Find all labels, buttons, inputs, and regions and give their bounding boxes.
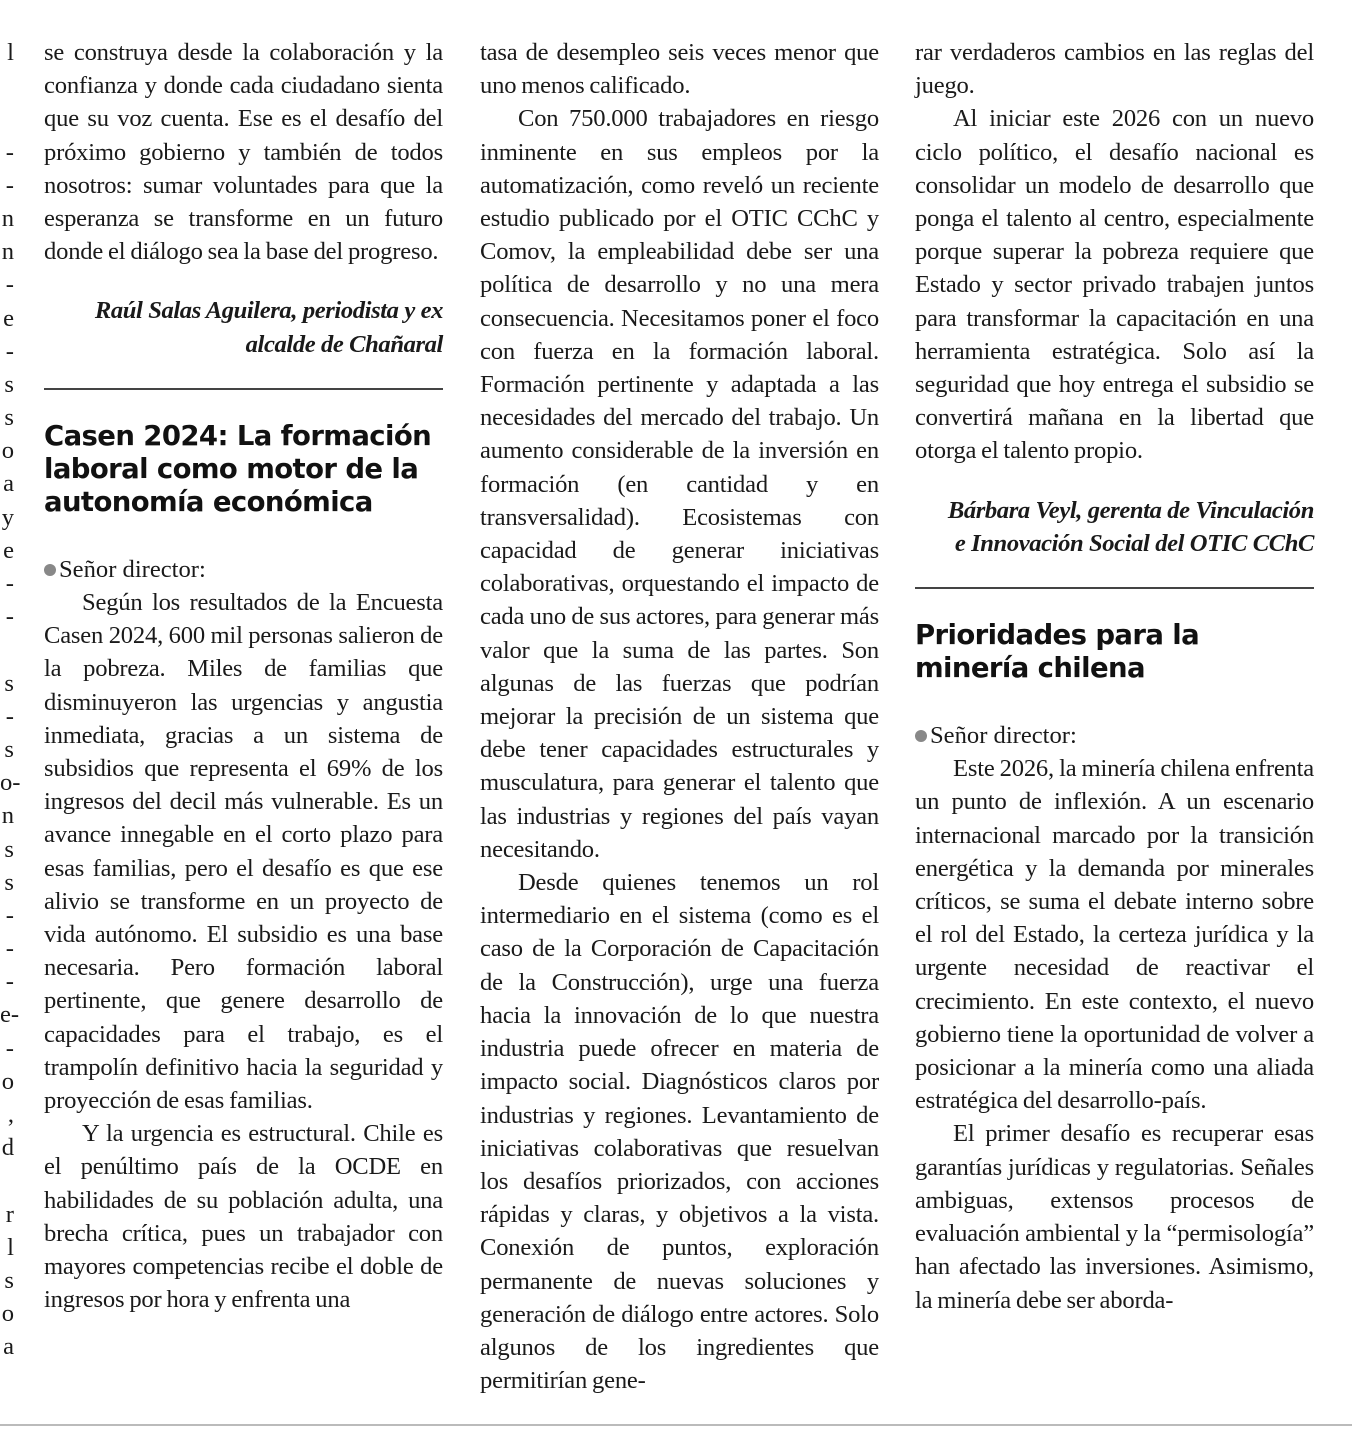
letter2-signature-line1: Bárbara Veyl, gerenta de Vinculación xyxy=(947,496,1314,524)
edge-fragment: l xyxy=(7,1233,14,1261)
edge-fragment: r xyxy=(5,1200,14,1228)
edge-fragment: s xyxy=(4,370,14,398)
col2-paragraph-2: Con 750.000 trabajadores en riesgo inminente en sus empleos por la automatización, como reveló un reciente estudio publicado por el OTIC CChC y Comov, la empleabilidad debe ser una política de desarrollo y no una mera consecuencia. Necesitamos poner el foco con fuerza en la formación laboral. Formación pertinente y adaptada a las necesidades del mercado del trabajo. Un aumento considerable de la inversión en formación (en cantidad y en transversalidad). Ecosistemas con capacidad de generar iniciativas colaborativas, orquestando el impacto de cada uno de sus actores, para generar más valor que la suma de las partes. Son algunas de las fuerzas que podrían mejorar la precisión de un sistema que debe tener capacidades estructurales y musculatura, para generar el talento que las industrias y regiones del país vayan necesitando. xyxy=(480,105,879,863)
edge-fragment: n xyxy=(1,204,14,232)
edge-fragment xyxy=(0,69,14,102)
letter1-signature xyxy=(44,294,443,360)
letter2-paragraph-2: Y la urgencia es estructural. Chile es el penúltimo país de la OCDE en habilidades de su población adulta, una brecha crítica, pues un trabajador con mayores competencias recibe el doble de ingresos por hora y enfrenta una xyxy=(44,1120,443,1314)
letter1-signature-line2: alcalde de Chañaral xyxy=(245,330,443,358)
column-3 xyxy=(915,36,1314,1317)
edge-fragment: - xyxy=(5,138,14,166)
edge-fragment: o xyxy=(1,1300,14,1328)
edge-fragment: - xyxy=(5,603,14,631)
edge-fragment: - xyxy=(5,271,14,299)
letter3-salutation xyxy=(915,719,1314,752)
edge-fragment: - xyxy=(5,337,14,365)
edge-fragment: o xyxy=(1,1067,14,1095)
col3-paragraph-1: rar verdaderos cambios en las reglas del juego. xyxy=(915,39,1314,100)
section-divider xyxy=(44,388,443,390)
letter2-headline: Casen 2024: La formación laboral como motor de la autonomía económica xyxy=(44,419,432,518)
letter2-signature-line2: e Innovación Social del OTIC CChC xyxy=(954,529,1314,557)
edge-fragment: o- xyxy=(0,769,21,797)
bullet-icon xyxy=(915,730,927,742)
column-2 xyxy=(480,36,879,1397)
page-bottom-rule xyxy=(0,1424,1352,1426)
edge-fragment: e xyxy=(3,536,14,564)
col2-paragraph-3: Desde quienes tenemos un rol intermediario en el sistema (como es el caso de la Corporación de Capacitación de la Construcción), urge una fuerza hacia la innovación de lo que nuestra industria puede ofrecer en materia de impacto social. Diagnósticos claros por industrias y regiones. Levantamiento de iniciativas colaborativas que resuelvan los desafíos priorizados, con acciones rápidas y claras, y objetivos a la vista. Conexión de puntos, exploración permanente de nuevas soluciones y generación de diálogo entre actores. Solo algunos de los ingredientes que permitirían gene- xyxy=(480,869,879,1395)
letter1-continuation: se construya desde la colaboración y la confianza y donde cada ciudadano sienta que su voz cuenta. Ese es el desafío del próximo gobierno y también de todos nosotros: sumar voluntades para que la esperanza se transforme en un futuro donde el diálogo sea la base del progreso. xyxy=(44,39,443,266)
edge-fragment: e- xyxy=(0,1001,20,1029)
letter2-paragraph-1: Según los resultados de la Encuesta Casen 2024, 600 mil personas salieron de la pobreza. Miles de familias que disminuyeron las urgencias y angustia inmediata, gracias a un sistema de subsidios que representa el 69% de los ingresos del decil más vulnerable. Es un avance innegable en el corto plazo para esas familias, pero el desafío es que ese alivio se transforme en un proyecto de vida autónomo. El subsidio es una base necesaria. Pero formación laboral pertinente, que genere desarrollo de capacidades para el trabajo, es el trampolín definitivo hacia la seguridad y proyección de esas familias. xyxy=(44,589,443,1115)
edge-fragment: , xyxy=(7,1101,14,1128)
edge-fragment xyxy=(0,1164,14,1197)
letter2-salutation-text: Señor director: xyxy=(59,555,206,583)
edge-fragment xyxy=(0,633,14,666)
letter2-salutation xyxy=(44,553,443,586)
edge-fragment: - xyxy=(5,171,14,199)
edge-fragment: s xyxy=(4,404,14,432)
edge-fragment: - xyxy=(5,1034,14,1062)
edge-fragment: a xyxy=(3,470,14,498)
letter1-signature-line1: Raúl Salas Aguilera, periodista y ex xyxy=(94,297,443,325)
edge-fragment: n xyxy=(1,802,14,830)
edge-fragment: e xyxy=(3,304,14,332)
edge-fragment: d xyxy=(1,1134,14,1162)
section-divider xyxy=(915,587,1314,589)
edge-fragment: s xyxy=(4,735,14,763)
edge-fragment: - xyxy=(5,935,14,963)
edge-fragment: - xyxy=(5,901,14,929)
edge-fragment: a xyxy=(3,1333,14,1361)
letter3-paragraph-1: Este 2026, la minería chilena enfrenta un punto de inflexión. A un escenario internacional marcado por la transición energética y la demanda por minerales críticos, se suma el debate interno sobre el rol del Estado, la certeza jurídica y la urgente necesidad de reactivar el crecimiento. En este contexto, el nuevo gobierno tiene la oportunidad de volver a posicionar a la minería como una aliada estratégica del desarrollo-país. xyxy=(915,755,1314,1115)
left-edge-fragments xyxy=(0,36,21,1364)
edge-fragment: l xyxy=(7,39,14,66)
edge-fragment: o xyxy=(1,437,14,465)
col3-paragraph-2: Al iniciar este 2026 con un nuevo ciclo político, el desafío nacional es consolidar un modelo de desarrollo que ponga el talento al centro, especialmente porque superar la pobreza requiere que Estado y sector privado trabajen juntos para transformar la capacitación en una herramienta estratégica. Solo así la seguridad que hoy entrega el subsidio se convertirá mañana en la libertad que otorga el talento propio. xyxy=(915,105,1314,465)
edge-fragment xyxy=(0,102,14,135)
edge-fragment: s xyxy=(4,868,14,896)
edge-fragment: s xyxy=(4,835,14,863)
edge-fragment: s xyxy=(4,1266,14,1294)
letter3-salutation-text: Señor director: xyxy=(930,722,1077,750)
letter3-paragraph-2: El primer desafío es recuperar esas garantías jurídicas y regulatorias. Señales ambiguas, extensos procesos de evaluación ambiental y la “permisología” han afectado las inversiones. Asimismo, la minería debe ser aborda- xyxy=(915,1120,1314,1314)
edge-fragment: s xyxy=(4,669,14,697)
edge-fragment: - xyxy=(5,570,14,597)
col2-paragraph-1: tasa de desempleo seis veces menor que uno menos calificado. xyxy=(480,39,879,100)
letter3-headline: Prioridades para la minería chilena xyxy=(915,619,1200,685)
edge-fragment: - xyxy=(5,702,14,730)
edge-fragment: y xyxy=(1,503,14,531)
edge-fragment: - xyxy=(5,968,14,996)
edge-fragment: n xyxy=(1,238,14,266)
letter2-signature xyxy=(915,494,1314,560)
column-1 xyxy=(44,36,443,1317)
bullet-icon xyxy=(44,564,56,576)
